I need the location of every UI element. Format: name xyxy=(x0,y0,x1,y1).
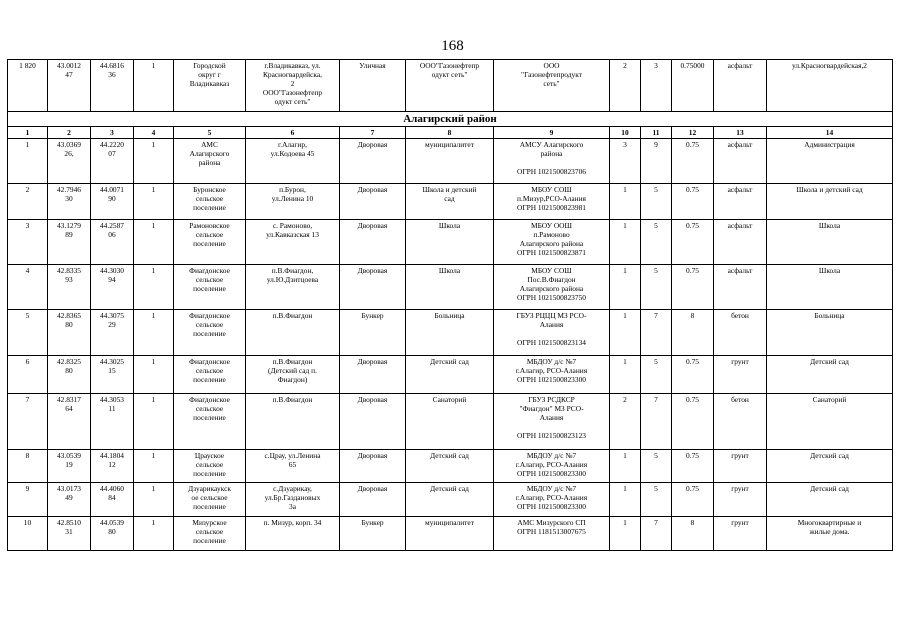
table-cell: бетон xyxy=(714,394,767,450)
table-cell: грунт xyxy=(714,356,767,394)
table-cell: Дворовая xyxy=(340,184,406,220)
table-cell: 0.75 xyxy=(672,394,714,450)
table-cell: Бункер xyxy=(340,517,406,551)
table-cell: 44.3025 15 xyxy=(91,356,134,394)
table-cell: МБДОУ д/с №7 г.Алагир, РСО-Алания ОГРН 1021500823300 xyxy=(494,483,610,517)
table-cell: 5 xyxy=(641,220,672,265)
table-cell: Детский сад xyxy=(406,450,494,483)
table-cell: Дворовая xyxy=(340,220,406,265)
table-cell: ГБУЗ РСДКСР "Фиагдон" МЗ РСО- Алания ОГРН 1021500823123 xyxy=(494,394,610,450)
table-cell: 1 xyxy=(610,517,641,551)
table-cell: ГБУЗ РЦЦЦ МЗ РСО- Алания ОГРН 1021500823134 xyxy=(494,310,610,356)
table-cell: Школа xyxy=(406,220,494,265)
table-cell: ООО "Газонефтепродукт сеть" xyxy=(494,60,610,112)
table-cell: Больница xyxy=(406,310,494,356)
table-cell: Фиагдонское сельское поселение xyxy=(174,265,246,310)
table-cell: 1 xyxy=(134,265,174,310)
table-cell: Дворовая xyxy=(340,450,406,483)
table-cell: п.В.Фиагдон xyxy=(246,394,340,450)
table-cell: 8 xyxy=(672,310,714,356)
table-cell: 1 xyxy=(134,139,174,184)
table-cell: 8 xyxy=(672,517,714,551)
region-title: Алагирский район xyxy=(8,112,893,127)
table-cell: 4 xyxy=(134,127,174,139)
table-cell: 42.8365 80 xyxy=(48,310,91,356)
table-cell: Школа и детский сад xyxy=(406,184,494,220)
table-cell: 1 xyxy=(134,220,174,265)
table-row xyxy=(8,483,893,517)
table-cell: МБОУ СОШ Пос.В.Фиагдон Алагирского района ОГРН 1021500823750 xyxy=(494,265,610,310)
table-cell: Школа xyxy=(767,265,893,310)
table-cell: 44.0539 80 xyxy=(91,517,134,551)
table-cell: Городской округ г Владикавказ xyxy=(174,60,246,112)
table-cell: Дворовая xyxy=(340,394,406,450)
table-cell: 1 xyxy=(610,356,641,394)
table-cell: 5 xyxy=(174,127,246,139)
table-cell: 44.6816 36 xyxy=(91,60,134,112)
table-cell: 10 xyxy=(610,127,641,139)
table-cell: 2 xyxy=(8,184,48,220)
table-cell: Дворовая xyxy=(340,483,406,517)
table-cell: 1 xyxy=(610,220,641,265)
table-cell: Школа xyxy=(767,220,893,265)
table-cell: 1 xyxy=(134,184,174,220)
table-cell: МБДОУ д/с №7 г.Алагир, РСО-Алания ОГРН 1021500823300 xyxy=(494,356,610,394)
table-cell: 2 xyxy=(610,394,641,450)
table-row xyxy=(8,394,893,450)
table-cell: 13 xyxy=(714,127,767,139)
table-cell: Детский сад xyxy=(406,356,494,394)
table-cell: 3 xyxy=(641,60,672,112)
table-cell: Школа и детский сад xyxy=(767,184,893,220)
table-cell: 1 xyxy=(8,139,48,184)
table-cell: 7 xyxy=(641,394,672,450)
column-number-row xyxy=(8,127,893,139)
table-cell: 1 xyxy=(134,356,174,394)
table-cell: АМС Алагирского района xyxy=(174,139,246,184)
table-cell: 9 xyxy=(8,483,48,517)
table-cell: Администрация xyxy=(767,139,893,184)
table-cell: Фиагдонское сельское поселение xyxy=(174,310,246,356)
page-number: 168 xyxy=(441,38,464,54)
table-cell: п.Бурон, ул.Ленина 10 xyxy=(246,184,340,220)
table-cell: Многоквартирные и жилые дома. xyxy=(767,517,893,551)
region-row xyxy=(8,112,893,127)
table-cell: 1 820 xyxy=(8,60,48,112)
table-cell: 0.75 xyxy=(672,265,714,310)
table-cell: 3 xyxy=(91,127,134,139)
table-cell: п.В.Фиагдон xyxy=(246,310,340,356)
table-cell: 5 xyxy=(641,356,672,394)
table-cell: 1 xyxy=(134,483,174,517)
table-cell: 43.1279 89 xyxy=(48,220,91,265)
table-cell: 1 xyxy=(610,483,641,517)
table-cell: Мизурское сельское поселение xyxy=(174,517,246,551)
table-cell: п.В.Фиагдон, ул.Ю.Дзитцоева xyxy=(246,265,340,310)
table-cell: 1 xyxy=(610,310,641,356)
table-cell: МБОУ ООШ п.Рамоново Алагирского района ОГРН 1021500823871 xyxy=(494,220,610,265)
table-cell: 2 xyxy=(48,127,91,139)
table-cell: Фиагдонское сельское поселение xyxy=(174,356,246,394)
table-cell: бетон xyxy=(714,310,767,356)
table-cell: с.Дзуарикау, ул.Бр.Газдановых 3а xyxy=(246,483,340,517)
table-cell: Уличная xyxy=(340,60,406,112)
table-cell: 7 xyxy=(340,127,406,139)
table-cell: 0.75 xyxy=(672,356,714,394)
table-cell: асфальт xyxy=(714,60,767,112)
table-cell: 8 xyxy=(406,127,494,139)
table-cell: асфальт xyxy=(714,220,767,265)
table-cell: 0.75 xyxy=(672,139,714,184)
table-cell: 1 xyxy=(134,394,174,450)
table-cell: 5 xyxy=(641,450,672,483)
table-cell: Детский сад xyxy=(406,483,494,517)
table-cell: 0.75000 xyxy=(672,60,714,112)
table-cell: 43.0173 49 xyxy=(48,483,91,517)
table-cell: 3 xyxy=(8,220,48,265)
table-cell: грунт xyxy=(714,450,767,483)
table-cell: 14 xyxy=(767,127,893,139)
table-cell: 42.7946 30 xyxy=(48,184,91,220)
table-cell: 6 xyxy=(246,127,340,139)
table-cell: 1 xyxy=(8,127,48,139)
table-cell: 44.1804 12 xyxy=(91,450,134,483)
table-cell: АМСУ Алагирского района ОГРН 1021500823706 xyxy=(494,139,610,184)
table-cell: 5 xyxy=(641,483,672,517)
table-cell: асфальт xyxy=(714,139,767,184)
table-cell: 4 xyxy=(8,265,48,310)
table-row xyxy=(8,356,893,394)
table-cell: 44.4060 84 xyxy=(91,483,134,517)
table-cell: 0.75 xyxy=(672,184,714,220)
table-cell: МБОУ СОШ п.Мизур,РСО-Алания ОГРН 1021500823981 xyxy=(494,184,610,220)
table-cell: 10 xyxy=(8,517,48,551)
table-cell: 1 xyxy=(134,517,174,551)
table-cell: Рамоновское сельское поселение xyxy=(174,220,246,265)
table-cell: 42.8317 64 xyxy=(48,394,91,450)
table-cell: 1 xyxy=(134,60,174,112)
table-cell: Больница xyxy=(767,310,893,356)
table-cell: Дворовая xyxy=(340,356,406,394)
table-cell: грунт xyxy=(714,483,767,517)
table-cell: 11 xyxy=(641,127,672,139)
table-cell: 44.2587 06 xyxy=(91,220,134,265)
table-cell: Буронское сельское поселение xyxy=(174,184,246,220)
table-cell: 44.2220 07 xyxy=(91,139,134,184)
table-cell: Фиагдонское сельское поселение xyxy=(174,394,246,450)
table-cell: Детский сад xyxy=(767,483,893,517)
table-cell: Санаторий xyxy=(406,394,494,450)
table-cell: 44.3030 94 xyxy=(91,265,134,310)
table-cell: 1 xyxy=(134,450,174,483)
table-row xyxy=(8,310,893,356)
table-cell: АМС Мизурского СП ОГРН 1181513007675 xyxy=(494,517,610,551)
table-cell: 43.0012 47 xyxy=(48,60,91,112)
table-cell: Детский сад xyxy=(767,450,893,483)
table-row xyxy=(8,139,893,184)
table-cell: муниципалитет xyxy=(406,517,494,551)
table-row xyxy=(8,450,893,483)
table-cell: 44.0071 90 xyxy=(91,184,134,220)
table-cell: 7 xyxy=(641,310,672,356)
table-cell: Дворовая xyxy=(340,265,406,310)
table-row xyxy=(8,220,893,265)
table-cell: п. Мизур, корп. 34 xyxy=(246,517,340,551)
table-cell: г.Алагир, ул.Кодоева 45 xyxy=(246,139,340,184)
sites-table xyxy=(7,59,893,551)
table-cell: Бункер xyxy=(340,310,406,356)
table-cell: 7 xyxy=(641,517,672,551)
table-cell: асфальт xyxy=(714,265,767,310)
table-cell: 2 xyxy=(610,60,641,112)
table-cell: МБДОУ д/с №7 г.Алагир, РСО-Алания ОГРН 1021500823300 xyxy=(494,450,610,483)
table-cell: Црауское сельское поселение xyxy=(174,450,246,483)
table-cell: ул.Красногвардейская,2 xyxy=(767,60,893,112)
table-cell: 6 xyxy=(8,356,48,394)
table-cell: 1 xyxy=(610,184,641,220)
table-cell: Дзуарикаукск ое сельское поселение xyxy=(174,483,246,517)
table-cell: 1 xyxy=(610,450,641,483)
table-cell: грунт xyxy=(714,517,767,551)
table-cell: 12 xyxy=(672,127,714,139)
table-cell: с.Црау, ул.Ленина 65 xyxy=(246,450,340,483)
table-cell: 3 xyxy=(610,139,641,184)
table-cell: 43.0369 26, xyxy=(48,139,91,184)
table-cell: Детский сад xyxy=(767,356,893,394)
table-cell: 0.75 xyxy=(672,450,714,483)
table-cell: асфальт xyxy=(714,184,767,220)
table-cell: 42.8510 31 xyxy=(48,517,91,551)
table-cell: 44.3053 11 xyxy=(91,394,134,450)
table-cell: 5 xyxy=(641,184,672,220)
table-row xyxy=(8,265,893,310)
table-row xyxy=(8,60,893,112)
table-cell: Школа xyxy=(406,265,494,310)
table-cell: Дворовая xyxy=(340,139,406,184)
table-cell: 0.75 xyxy=(672,220,714,265)
table-row xyxy=(8,184,893,220)
table-cell: 42.8325 80 xyxy=(48,356,91,394)
table-cell: 8 xyxy=(8,450,48,483)
table-cell: ООО"Газонефтепр одукт сеть" xyxy=(406,60,494,112)
table-cell: 43.0539 19 xyxy=(48,450,91,483)
table-cell: 5 xyxy=(641,265,672,310)
table-row xyxy=(8,517,893,551)
table-cell: г.Владикавказ, ул. Красногвардейска, 2 ООО"Газонефтепр одукт сеть" xyxy=(246,60,340,112)
table-cell: с. Рамоново, ул.Кавказская 13 xyxy=(246,220,340,265)
table-cell: Санаторий xyxy=(767,394,893,450)
table-cell: 7 xyxy=(8,394,48,450)
table-cell: 5 xyxy=(8,310,48,356)
table-cell: п.В.Фиагдон (Детский сад п. Фиагдон) xyxy=(246,356,340,394)
table-cell: 9 xyxy=(494,127,610,139)
table-cell: муниципалитет xyxy=(406,139,494,184)
table-cell: 1 xyxy=(134,310,174,356)
table-cell: 44.3075 29 xyxy=(91,310,134,356)
table-cell: 9 xyxy=(641,139,672,184)
table-cell: 1 xyxy=(610,265,641,310)
table-cell: 42.8335 93 xyxy=(48,265,91,310)
table-cell: 0.75 xyxy=(672,483,714,517)
